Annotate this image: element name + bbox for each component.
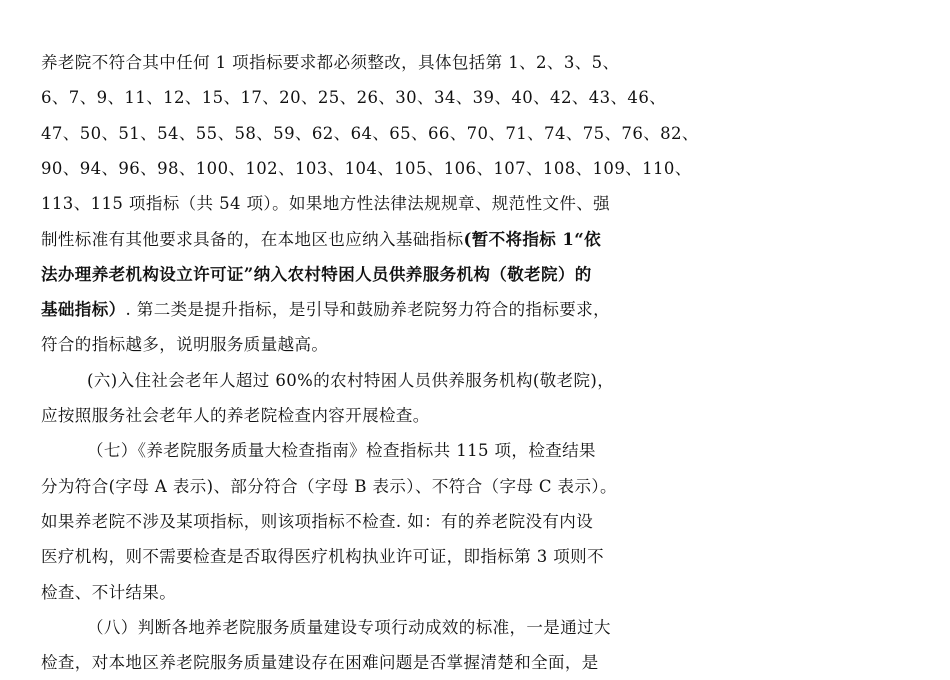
text-span: 检查、不计结果。: [41, 582, 177, 602]
paragraph-line: [41, 45, 641, 80]
text-span: 制性标准有其他要求具备的，在本地区也应纳入基础指标: [41, 229, 464, 249]
text-span: . 第二类是提升指标，是引导和鼓励养老院努力符合的指标要求，: [125, 300, 610, 320]
text-span: 分为符合(字母 A 表示)、部分符合（字母 B 表示）、不符合（字母 C 表示）。: [41, 476, 617, 496]
text-span: 47、50、51、54、55、58、59、62、64、65、66、70、71、74、75、76、82、: [41, 123, 699, 143]
text-span: 6、7、9、11、12、15、17、20、25、26、30、34、39、40、42、43、46、: [41, 88, 667, 108]
text-span: 应按照服务社会老年人的养老院检查内容开展检查。: [41, 406, 430, 425]
bold-text-span: 法办理养老机构设立许可证”纳入农村特困人员供养服务机构（敬老院）的: [41, 264, 592, 284]
paragraph-line: [41, 292, 641, 327]
paragraph-line: [87, 610, 687, 645]
paragraph-line: [41, 80, 667, 115]
paragraph-line: [41, 327, 641, 362]
paragraph-line: [41, 575, 641, 610]
paragraph-line: [41, 151, 692, 186]
text-span: (六)入住社会老年人超过 60%的农村特困人员供养服务机构(敬老院)，: [87, 370, 615, 390]
text-span: 检查，对本地区养老院服务质量建设存在困难问题是否掌握清楚和全面，是: [41, 653, 599, 673]
paragraph-line: [87, 363, 687, 398]
text-span: 90、94、96、98、100、102、103、104、105、106、107、108、109、110、: [41, 158, 692, 178]
bold-text-span: 基础指标）: [41, 300, 126, 320]
bold-text-span: (暂不将指标 1“依: [463, 229, 602, 249]
text-span: 113、115 项指标（共 54 项）。如果地方性法律法规规章、规范性文件、强: [41, 194, 611, 214]
text-span: （七）《养老院服务质量大检查指南》检查指标共 115 项，检查结果: [87, 441, 596, 461]
paragraph-line: [41, 116, 699, 151]
paragraph-line: [41, 469, 641, 504]
text-span: 如果养老院不涉及某项指标，则该项指标不检查. 如：有的养老院没有内设: [41, 511, 594, 531]
text-span: 医疗机构，则不需要检查是否取得医疗机构执业许可证，即指标第 3 项则不: [41, 547, 604, 567]
text-span: 符合的指标越多，说明服务质量越高。: [41, 335, 329, 355]
paragraph-line: [41, 186, 641, 221]
paragraph-line: [41, 539, 641, 574]
paragraph-line: [41, 398, 641, 433]
paragraph-line: [41, 645, 641, 680]
paragraph-line: [41, 504, 641, 539]
paragraph-line: [41, 222, 641, 257]
paragraph-line: [87, 433, 687, 468]
text-span: 养老院不符合其中任何 1 项指标要求都必须整改，具体包括第 1、2、3、5、: [41, 53, 620, 72]
paragraph-line: [41, 257, 641, 292]
text-span: （八）判断各地养老院服务质量建设专项行动成效的标准，一是通过大: [87, 617, 611, 637]
